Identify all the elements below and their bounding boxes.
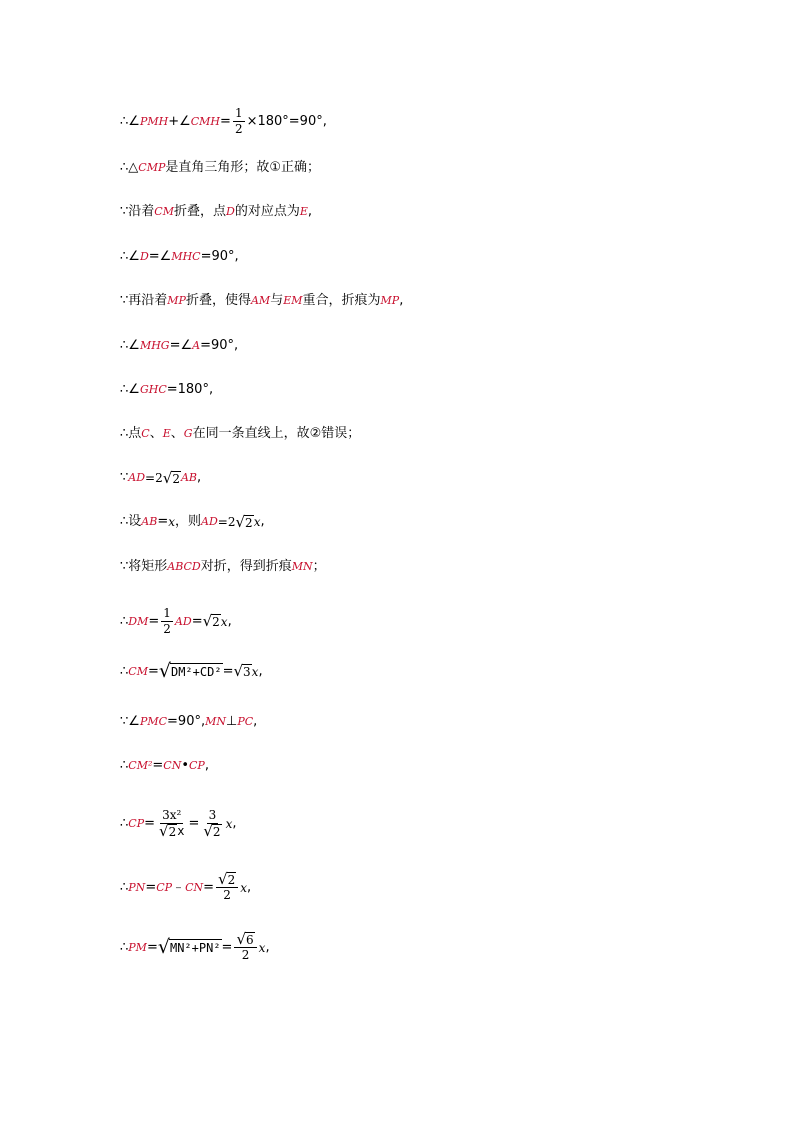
square-root: √ 2 bbox=[218, 870, 236, 888]
text: ×180°=90°, bbox=[246, 113, 327, 129]
variable: AD bbox=[201, 515, 218, 528]
text: =90°, bbox=[167, 714, 206, 729]
text: , bbox=[247, 879, 252, 895]
text: =∠ bbox=[169, 338, 193, 353]
variable-x: x bbox=[258, 940, 266, 955]
text: 重合，折痕为 bbox=[302, 293, 381, 308]
variable-x: x bbox=[253, 515, 261, 529]
variable-x: x bbox=[177, 824, 185, 838]
variable: PMC bbox=[139, 715, 168, 728]
variable: PN bbox=[128, 880, 146, 894]
text: ∴ bbox=[120, 663, 129, 679]
variable-x: x bbox=[240, 880, 247, 895]
variable: CM bbox=[154, 205, 174, 218]
text: ∴∠ bbox=[120, 382, 140, 397]
text: =∠ bbox=[148, 249, 172, 264]
solution-line-12 bbox=[120, 606, 232, 637]
text: 在同一条直线上，故②错误； bbox=[192, 426, 361, 441]
text: 折叠，使得 bbox=[185, 293, 251, 308]
text: ∵ bbox=[120, 470, 129, 485]
variable: EM bbox=[283, 294, 303, 307]
radical-sign: √ bbox=[203, 822, 213, 840]
solution-line-15 bbox=[120, 758, 209, 774]
variable: C bbox=[141, 427, 150, 440]
radical-sign: √ bbox=[159, 822, 169, 840]
variable: CN bbox=[185, 880, 204, 894]
radical-sign: √ bbox=[218, 870, 228, 888]
text: ∴ bbox=[120, 758, 129, 773]
text: = bbox=[147, 663, 159, 679]
solution-line-16 bbox=[120, 808, 236, 839]
text: • bbox=[181, 758, 189, 773]
variable: CM bbox=[128, 664, 148, 678]
text: =2 bbox=[217, 515, 236, 529]
variable-x: x bbox=[251, 664, 259, 679]
fraction: √ 6 2 bbox=[234, 932, 256, 963]
text: = bbox=[220, 113, 231, 129]
text: =90°, bbox=[200, 338, 239, 353]
radical-sign: √ bbox=[162, 468, 173, 487]
square-root: √ 2 bbox=[235, 512, 253, 531]
text: ∵沿着 bbox=[120, 204, 155, 219]
text: ； bbox=[312, 559, 326, 574]
square-root: √ 6 bbox=[236, 930, 254, 948]
variable: DM bbox=[128, 614, 149, 628]
text: ∴∠ bbox=[120, 113, 140, 129]
variable: MN bbox=[205, 715, 226, 728]
solution-line-11 bbox=[120, 559, 326, 575]
radical-sign: √ bbox=[202, 612, 213, 630]
text: = bbox=[157, 514, 169, 529]
variable-x: x bbox=[168, 515, 175, 529]
variable: CP bbox=[156, 880, 173, 894]
variable: D bbox=[225, 205, 235, 218]
text: , bbox=[399, 293, 404, 308]
text: ∴点 bbox=[120, 426, 142, 441]
text: 是直角三角形；故①正确； bbox=[165, 160, 321, 175]
variable: E bbox=[299, 205, 308, 218]
variable: E bbox=[162, 427, 171, 440]
text: , bbox=[258, 663, 263, 679]
solution-line-18 bbox=[120, 932, 270, 963]
variable: CP bbox=[128, 816, 145, 830]
text: = bbox=[221, 939, 233, 955]
variable-x: x bbox=[225, 816, 233, 831]
square-root: √ DM²+CD² bbox=[158, 660, 222, 682]
text: , bbox=[196, 470, 202, 485]
text: = bbox=[222, 663, 234, 679]
solution-line-5 bbox=[120, 293, 403, 309]
text: , bbox=[265, 939, 270, 955]
text: = bbox=[152, 758, 164, 773]
text: = bbox=[188, 815, 200, 831]
fraction: 3 √ 2 bbox=[203, 808, 221, 840]
text: , bbox=[307, 204, 312, 219]
solution-line-3 bbox=[120, 204, 312, 220]
variable: PMH bbox=[139, 114, 169, 128]
solution-line-8 bbox=[120, 426, 360, 442]
solution-line-9 bbox=[120, 470, 201, 486]
text: , bbox=[253, 714, 258, 729]
square-root: √ 2 bbox=[162, 468, 180, 487]
text: = bbox=[144, 815, 156, 831]
text: , bbox=[204, 758, 209, 773]
text: = bbox=[203, 879, 215, 895]
text: ⊥ bbox=[226, 714, 238, 729]
variable: AD bbox=[174, 614, 192, 628]
variable: CM² bbox=[128, 759, 153, 772]
fraction: $\frac{1}{2}$ bbox=[163, 606, 171, 636]
variable-x: x bbox=[220, 614, 228, 629]
variable: G bbox=[183, 427, 193, 440]
text: = bbox=[148, 613, 160, 629]
text: ∴ bbox=[120, 879, 129, 895]
text: ∴∠ bbox=[120, 338, 140, 353]
square-root: √ 2 bbox=[159, 822, 177, 840]
text: = bbox=[146, 939, 158, 955]
text: ∴设 bbox=[120, 514, 142, 529]
text: = bbox=[145, 879, 157, 895]
text: ，则 bbox=[175, 514, 202, 529]
radical-sign: √ bbox=[236, 930, 247, 948]
solution-line-13 bbox=[120, 662, 263, 681]
text: ∴ bbox=[120, 939, 129, 955]
text: ﹣ bbox=[172, 879, 186, 895]
text: = bbox=[191, 613, 203, 629]
solution-line-14 bbox=[120, 714, 257, 730]
square-root: √ 2 bbox=[202, 612, 220, 630]
text: ∵∠ bbox=[120, 714, 140, 729]
radical-sign: √ bbox=[157, 936, 170, 958]
solution-line-1 bbox=[120, 106, 327, 137]
solution-line-4 bbox=[120, 249, 239, 265]
text: , bbox=[227, 613, 232, 629]
text: =90°, bbox=[200, 249, 239, 264]
variable: MHG bbox=[139, 339, 170, 352]
variable: GHC bbox=[139, 383, 167, 396]
variable: CN bbox=[163, 759, 182, 772]
text: 、 bbox=[149, 426, 163, 441]
square-root: √ 3 bbox=[233, 662, 251, 680]
variable: PM bbox=[128, 940, 147, 954]
variable: PC bbox=[237, 715, 254, 728]
text: ∵再沿着 bbox=[120, 293, 168, 308]
text: ∴∠ bbox=[120, 249, 140, 264]
text: 、 bbox=[170, 426, 184, 441]
variable: A bbox=[192, 339, 201, 352]
text: =2 bbox=[145, 471, 163, 485]
solution-line-17 bbox=[120, 872, 251, 903]
text: , bbox=[232, 815, 237, 831]
text: ∴△ bbox=[120, 160, 139, 175]
variable: AB bbox=[141, 515, 158, 528]
variable: ABCD bbox=[167, 560, 201, 573]
radical-sign: √ bbox=[235, 512, 246, 531]
variable: MHC bbox=[171, 250, 201, 263]
text: 对折，得到折痕 bbox=[200, 559, 292, 574]
variable: MP bbox=[380, 294, 400, 307]
text: 折叠，点 bbox=[173, 204, 226, 219]
text: 与 bbox=[270, 293, 284, 308]
solution-line-6 bbox=[120, 338, 238, 354]
solution-line-10 bbox=[120, 514, 265, 530]
text: , bbox=[260, 514, 265, 529]
fraction: $\frac{1}{2}$ bbox=[234, 106, 243, 136]
text: ∴ bbox=[120, 613, 129, 629]
variable: AD bbox=[128, 471, 146, 484]
text: ∴ bbox=[120, 815, 129, 831]
variable: MN bbox=[291, 560, 313, 573]
variable: AM bbox=[250, 294, 271, 307]
variable: CP bbox=[189, 759, 205, 772]
text: 的对应点为 bbox=[234, 204, 300, 219]
variable: CMH bbox=[190, 114, 221, 128]
fraction: 3x² √ 2 x bbox=[159, 808, 185, 840]
solution-line-2 bbox=[120, 160, 320, 176]
solution-line-7 bbox=[120, 382, 213, 398]
text: =180°, bbox=[166, 382, 214, 397]
fraction: √ 2 2 bbox=[216, 872, 238, 903]
square-root: √ MN²+PN² bbox=[157, 936, 221, 958]
variable: D bbox=[139, 250, 149, 263]
text: +∠ bbox=[168, 113, 191, 129]
radical-sign: √ bbox=[158, 660, 171, 682]
square-root: √ 2 bbox=[203, 822, 221, 840]
text: ∵将矩形 bbox=[120, 559, 168, 574]
variable: CMP bbox=[138, 161, 166, 174]
radical-sign: √ bbox=[233, 662, 244, 680]
variable: MP bbox=[167, 294, 186, 307]
variable: AB bbox=[180, 471, 197, 484]
